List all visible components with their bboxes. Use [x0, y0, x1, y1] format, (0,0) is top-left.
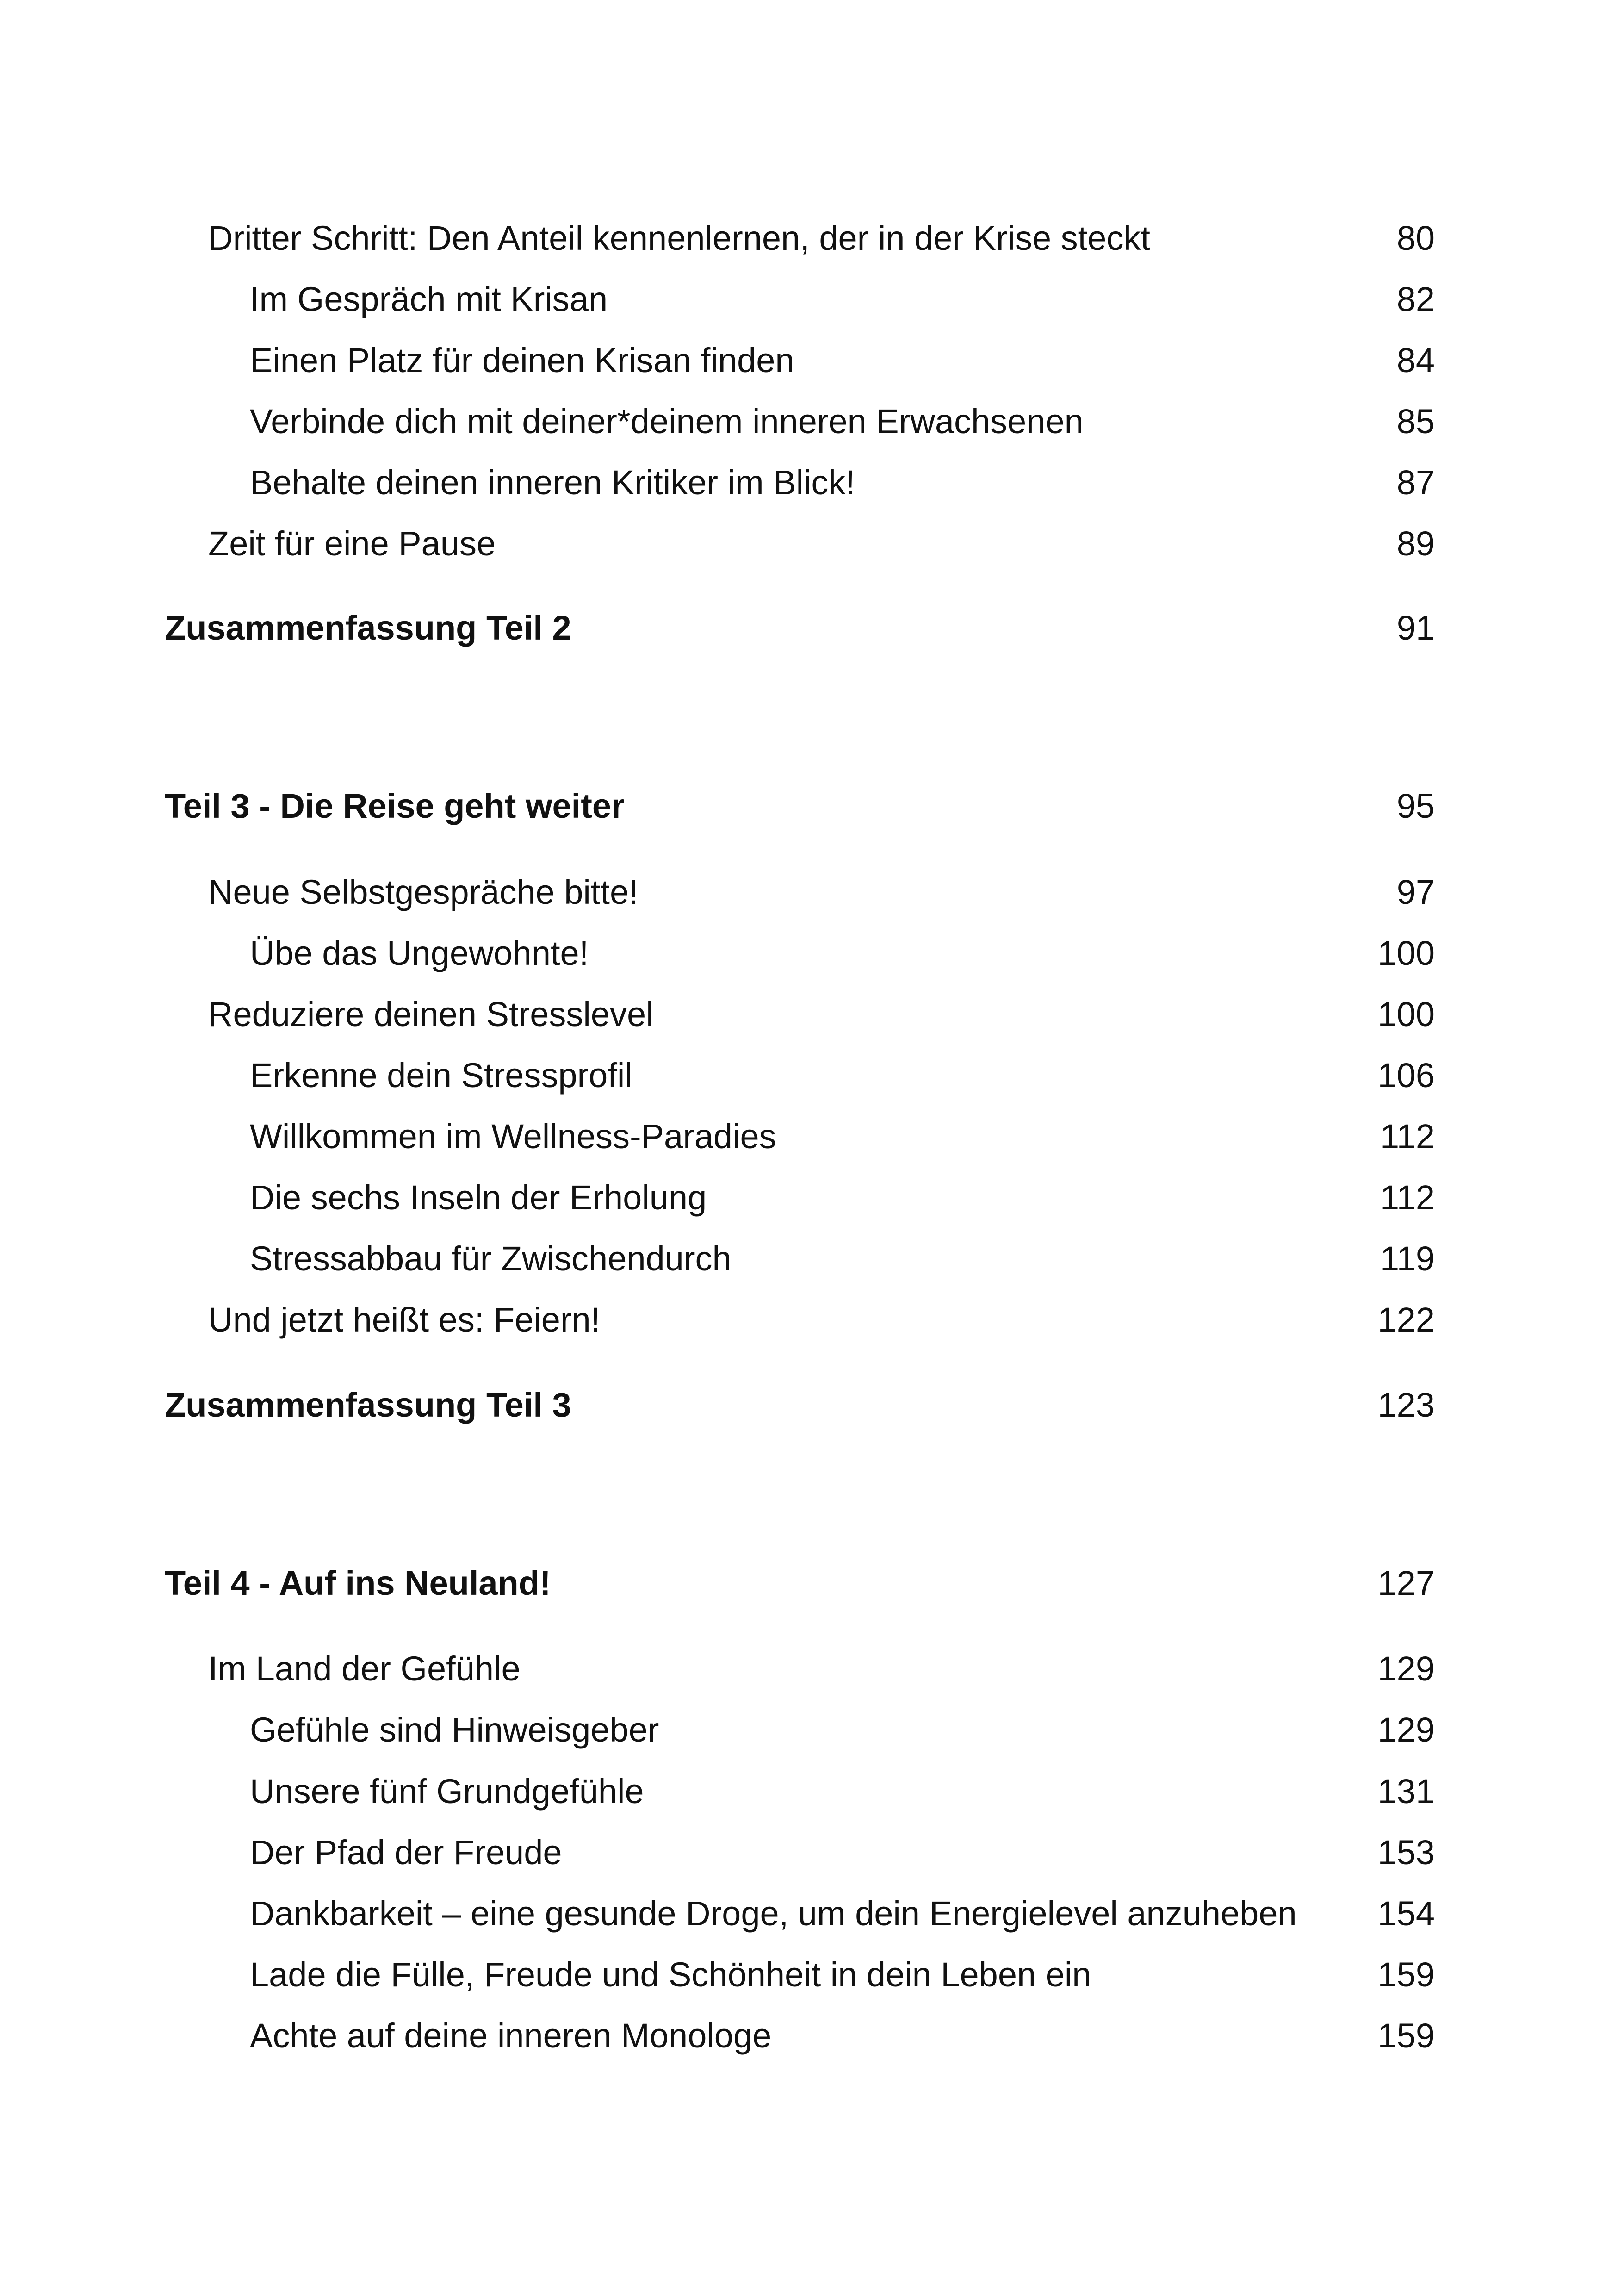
toc-entry-page: 100: [1377, 995, 1435, 1033]
toc-entry-page: 112: [1380, 1117, 1435, 1156]
toc-entry: [0, 1231, 1618, 1287]
toc-entry-title: Unsere fünf Grundgefühle: [250, 1772, 644, 1811]
toc-entry: [0, 1048, 1618, 1103]
toc-entry: [0, 987, 1618, 1042]
toc-entry: [0, 211, 1618, 266]
toc-entry-title: Achte auf deine inneren Monologe: [250, 2016, 772, 2055]
toc-entry-page: 80: [1396, 219, 1435, 257]
toc-entry-page: 100: [1377, 934, 1435, 972]
toc-entry-page: 97: [1396, 873, 1435, 911]
toc-entry-page: 129: [1377, 1711, 1435, 1749]
toc-entry-title: Und jetzt heißt es: Feiern!: [208, 1300, 601, 1339]
toc-entry-title: Stressabbau für Zwischendurch: [250, 1239, 732, 1278]
toc-entry-page: 154: [1377, 1894, 1435, 1933]
toc-entry-page: 123: [1377, 1386, 1435, 1424]
toc-entry-title: Dankbarkeit – eine gesunde Droge, um dein Energielevel anzuheben: [250, 1894, 1297, 1933]
toc-entry: [0, 1886, 1618, 1941]
toc-entry: [0, 1641, 1618, 1697]
toc-entry: [0, 1292, 1618, 1348]
toc-section-heading: [0, 1556, 1618, 1611]
toc-entry-page: 84: [1396, 341, 1435, 380]
toc-entry-title: Zusammenfassung Teil 2: [165, 609, 571, 647]
toc-entry-title: Behalte deinen inneren Kritiker im Blick!: [250, 463, 855, 502]
toc-entry: [0, 2008, 1618, 2064]
toc-entry-title: Teil 4 - Auf ins Neuland!: [165, 1564, 551, 1602]
toc-entry: [0, 1170, 1618, 1226]
toc-entry-title: Reduziere deinen Stresslevel: [208, 995, 654, 1033]
toc-entry-title: Einen Platz für deinen Krisan finden: [250, 341, 794, 380]
toc-entry-page: 122: [1377, 1300, 1435, 1339]
toc-entry-page: 159: [1377, 2016, 1435, 2055]
toc-entry-title: Willkommen im Wellness-Paradies: [250, 1117, 776, 1156]
toc-entry-title: Erkenne dein Stressprofil: [250, 1056, 632, 1095]
toc-entry-title: Der Pfad der Freude: [250, 1833, 562, 1872]
toc-entry-page: 89: [1396, 524, 1435, 563]
toc-entry-title: Verbinde dich mit deiner*deinem inneren Erwachsenen: [250, 402, 1084, 441]
toc-entry-title: Gefühle sind Hinweisgeber: [250, 1711, 659, 1749]
toc-entry-page: 91: [1396, 609, 1435, 647]
toc-section-heading: [0, 778, 1618, 834]
toc-entry: [0, 333, 1618, 388]
toc-entry-page: 153: [1377, 1833, 1435, 1872]
toc-entry-title: Lade die Fülle, Freude und Schönheit in dein Leben ein: [250, 1955, 1091, 1994]
toc-entry: [0, 1825, 1618, 1880]
toc-entry-page: 131: [1377, 1772, 1435, 1811]
toc-entry-page: 112: [1380, 1178, 1435, 1217]
toc-entry-title: Im Land der Gefühle: [208, 1649, 521, 1688]
toc-entry-page: 85: [1396, 402, 1435, 441]
toc-entry-title: Teil 3 - Die Reise geht weiter: [165, 787, 625, 825]
toc-entry-title: Die sechs Inseln der Erholung: [250, 1178, 707, 1217]
toc-entry-title: Übe das Ungewohnte!: [250, 934, 589, 972]
toc-entry: [0, 1764, 1618, 1819]
toc-entry: [0, 455, 1618, 510]
toc-entry: [0, 516, 1618, 572]
toc-entry: [0, 865, 1618, 920]
toc-entry: [0, 1702, 1618, 1758]
toc-entry-page: 127: [1377, 1564, 1435, 1602]
toc-entry-title: Zeit für eine Pause: [208, 524, 496, 563]
toc-entry-page: 129: [1377, 1649, 1435, 1688]
toc-section-heading: [0, 600, 1618, 656]
toc-section-heading: [0, 1377, 1618, 1433]
toc-entry-title: Im Gespräch mit Krisan: [250, 280, 608, 318]
toc-entry-page: 87: [1396, 463, 1435, 502]
toc-entry: [0, 1947, 1618, 2003]
toc-entry-title: Dritter Schritt: Den Anteil kennenlernen, der in der Krise steckt: [208, 219, 1150, 257]
toc-entry-title: Zusammenfassung Teil 3: [165, 1386, 571, 1424]
toc-entry: [0, 926, 1618, 981]
toc-entry: [0, 1109, 1618, 1164]
toc-entry-page: 82: [1396, 280, 1435, 318]
toc-entry-page: 106: [1377, 1056, 1435, 1095]
toc-entry: [0, 394, 1618, 449]
toc-entry-page: 159: [1377, 1955, 1435, 1994]
toc-entry-page: 95: [1396, 787, 1435, 825]
toc-entry: [0, 272, 1618, 327]
toc-entry-page: 119: [1380, 1239, 1435, 1278]
toc-entry-title: Neue Selbstgespräche bitte!: [208, 873, 639, 911]
